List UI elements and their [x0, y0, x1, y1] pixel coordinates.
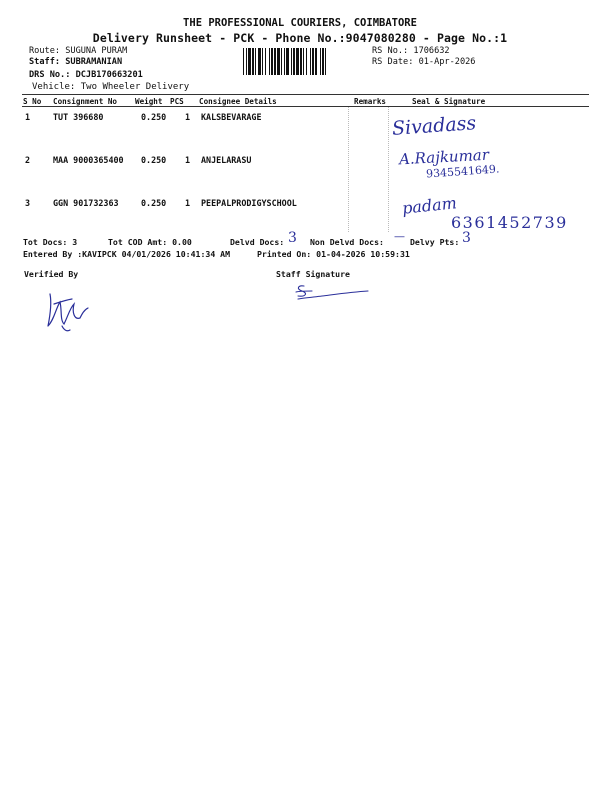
table-top-rule — [22, 94, 589, 95]
col-header-consignment: Consignment No — [53, 97, 118, 106]
row-1-consignment: TUT 396680 — [53, 112, 104, 122]
route-label: Route: SUGUNA PURAM — [29, 46, 128, 56]
staff-signature-label: Staff Signature — [276, 269, 350, 279]
non-delivered-docs-label: Non Delvd Docs: — [310, 237, 384, 247]
row-2-handwritten-phone: 9345541649. — [425, 162, 500, 181]
delivered-docs-label: Delvd Docs: — [230, 237, 285, 247]
row-3-pcs: 1 — [185, 198, 191, 208]
company-name: THE PROFESSIONAL COURIERS, COIMBATORE — [183, 17, 417, 29]
row-1-consignee: KALSBEVARAGE — [201, 112, 262, 122]
row-2-weight: 0.250 — [141, 155, 167, 165]
verified-by-signature — [42, 280, 102, 340]
table-header-rule — [22, 106, 589, 107]
delivery-points-label: Delvy Pts: — [410, 237, 460, 247]
row-1-handwritten-signature: Sivadass — [391, 112, 477, 140]
row-1-weight: 0.250 — [141, 112, 167, 122]
total-cod-amount: Tot COD Amt: 0.00 — [108, 237, 192, 247]
row-3-consignment: GGN 901732363 — [53, 198, 119, 208]
col-header-remarks: Remarks — [354, 97, 387, 106]
staff-signature — [292, 280, 372, 304]
entered-by: Entered By :KAVIPCK 04/01/2026 10:41:34 AM — [23, 249, 231, 259]
column-divider — [388, 107, 389, 232]
row-2-sno: 2 — [25, 155, 31, 165]
printed-on: Printed On: 01-04-2026 10:59:31 — [257, 249, 410, 259]
runsheet-title: Delivery Runsheet - PCK - Phone No.:9047080280 - Page No.:1 — [92, 31, 508, 45]
rs-date: RS Date: 01-Apr-2026 — [372, 57, 476, 67]
verified-by-label: Verified By — [24, 269, 79, 279]
column-divider — [348, 107, 349, 232]
row-3-weight: 0.250 — [141, 198, 167, 208]
row-3-handwritten-phone: 6361452739 — [451, 213, 568, 232]
col-header-consignee: Consignee Details — [199, 97, 277, 106]
row-3-sno: 3 — [25, 198, 31, 208]
rs-number: RS No.: 1706632 — [372, 46, 450, 56]
row-1-sno: 1 — [25, 112, 31, 122]
delivery-points-value: 3 — [462, 230, 471, 246]
col-header-signature: Seal & Signature — [412, 97, 486, 106]
staff-label: Staff: SUBRAMANIAN — [29, 57, 123, 67]
row-2-consignee: ANJELARASU — [201, 155, 252, 165]
vehicle-label: Vehicle: Two Wheeler Delivery — [32, 82, 190, 92]
row-3-handwritten-name: padam — [401, 193, 458, 218]
delivered-docs-value: 3 — [288, 230, 297, 246]
row-2-handwritten-signature: A.Rajkumar — [398, 145, 490, 169]
col-header-weight: Weight — [135, 97, 163, 106]
row-1-pcs: 1 — [185, 112, 191, 122]
col-header-pcs: PCS — [170, 97, 184, 106]
row-2-consignment: MAA 9000365400 — [53, 155, 124, 165]
row-2-pcs: 1 — [185, 155, 191, 165]
barcode — [243, 48, 368, 75]
drs-number: DRS No.: DCJB170663201 — [29, 70, 143, 80]
non-delivered-docs-value: — — [394, 230, 405, 243]
col-header-sno: S No — [23, 97, 42, 106]
total-docs: Tot Docs: 3 — [23, 237, 78, 247]
row-3-consignee: PEEPALPRODIGYSCHOOL — [201, 198, 297, 208]
